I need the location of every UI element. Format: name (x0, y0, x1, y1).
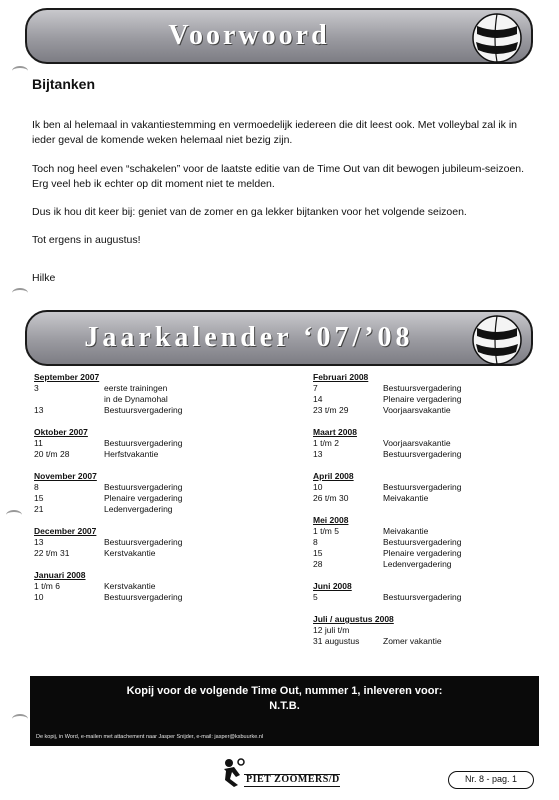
calendar-entry (313, 559, 533, 570)
article-paragraph: Toch nog heel even “schakelen” voor de laatste editie van de Time Out van dit bewogen jubileum-seizoen. Erg veel heb ik echter op dit moment niet te melden. (32, 163, 525, 190)
month-title: Oktober 2007 (34, 427, 88, 437)
entry-date: 8 (34, 482, 39, 492)
calendar-entry (34, 537, 274, 548)
calendar-entry (313, 537, 533, 548)
calendar-column-left (34, 372, 274, 614)
calendar-entry (34, 548, 274, 559)
voorwoord-title: Voorwoord (168, 20, 330, 51)
entry-event: eerste trainingen (104, 383, 168, 393)
piet-zoomers-logo (220, 757, 340, 791)
entry-date: 1 t/m 5 (313, 526, 339, 536)
entry-event: in de Dynamohal (104, 394, 168, 404)
entry-event: Plenaire vergadering (104, 493, 183, 503)
entry-date: 23 t/m 29 (313, 405, 349, 415)
month-title: Maart 2008 (313, 427, 357, 437)
entry-date: 5 (313, 592, 318, 602)
calendar-month (313, 471, 533, 504)
logo-text: PIET ZOOMERS/D (246, 774, 340, 785)
entry-event: Plenaire vergadering (383, 394, 462, 404)
calendar-entry (34, 592, 274, 603)
month-title: April 2008 (313, 471, 354, 481)
calendar-entry (313, 394, 533, 405)
calendar-entry (313, 438, 533, 449)
punch-hole-mark (12, 714, 28, 724)
entry-event: Bestuursvergadering (104, 592, 183, 602)
jaarkalender-banner (25, 310, 533, 366)
entry-event: Bestuursvergadering (104, 537, 183, 547)
entry-date: 31 augustus (313, 636, 360, 646)
calendar-entry (34, 438, 274, 449)
entry-event: Kerstvakantie (104, 548, 156, 558)
entry-date: 10 (34, 592, 44, 602)
volleyball-icon (471, 12, 523, 64)
deadline-note: De kopij, in Word, e-mailen met attachement naar Jasper Snijder, e-mail: jasper@ksbuurke.nl (36, 734, 264, 740)
calendar-column-right (313, 372, 533, 658)
volleyball-icon (471, 314, 523, 366)
entry-date: 15 (34, 493, 44, 503)
entry-date: 1 t/m 2 (313, 438, 339, 448)
entry-event: Bestuursvergadering (104, 482, 183, 492)
calendar-month (34, 526, 274, 559)
article-paragraph: Ik ben al helemaal in vakantiestemming en vermoedelijk iedereen die dit leest ook. Met volleybal zal ik in ieder geval de komende weken helemaal niet bezig zijn. (32, 119, 518, 146)
entry-event: Bestuursvergadering (383, 449, 462, 459)
jaarkalender-title: Jaarkalender ‘07/’08 (84, 322, 414, 353)
entry-event: Bestuursvergadering (383, 482, 462, 492)
calendar-entry (313, 449, 533, 460)
entry-event: Bestuursvergadering (104, 438, 183, 448)
calendar-month (313, 581, 533, 603)
calendar-entry (34, 493, 274, 504)
entry-date (34, 394, 104, 405)
calendar-entry (313, 592, 533, 603)
calendar-entry (313, 625, 533, 636)
calendar-entry (313, 482, 533, 493)
entry-event: Bestuursvergadering (104, 405, 183, 415)
entry-date: 13 (34, 537, 44, 547)
deadline-date: N.T.B. (269, 700, 300, 712)
entry-event: Voorjaarsvakantie (383, 405, 451, 415)
calendar-entry (34, 383, 274, 394)
entry-date: 13 (34, 405, 44, 415)
calendar-entry (34, 449, 274, 460)
calendar-entry (313, 383, 533, 394)
month-title: Juli / augustus 2008 (313, 614, 394, 624)
calendar-month (34, 427, 274, 460)
article-signature: Hilke (32, 272, 56, 284)
calendar-month (34, 570, 274, 603)
month-title: September 2007 (34, 372, 100, 382)
article-heading: Bijtanken (32, 76, 96, 92)
entry-event: Voorjaarsvakantie (383, 438, 451, 448)
deadline-text: Kopij voor de volgende Time Out, nummer 1, inleveren voor: (126, 685, 443, 697)
entry-event: Meivakantie (383, 493, 429, 503)
month-title: Februari 2008 (313, 372, 369, 382)
entry-event: Zomer vakantie (383, 636, 442, 646)
entry-date: 28 (313, 559, 323, 569)
entry-event: Bestuursvergadering (383, 383, 462, 393)
punch-hole-mark (12, 66, 28, 76)
calendar-month (313, 614, 533, 647)
entry-event: Herfstvakantie (104, 449, 159, 459)
month-title: Juni 2008 (313, 581, 352, 591)
page-number: Nr. 8 - pag. 1 (448, 771, 534, 789)
entry-event: Meivakantie (383, 526, 429, 536)
calendar-month (34, 471, 274, 515)
punch-hole-mark (12, 288, 28, 298)
entry-event: Kerstvakantie (104, 581, 156, 591)
month-title: Januari 2008 (34, 570, 86, 580)
volleyball-player-icon (220, 757, 246, 787)
calendar-entry (34, 482, 274, 493)
entry-date: 22 t/m 31 (34, 548, 70, 558)
entry-event: Ledenvergadering (383, 559, 452, 569)
entry-date: 26 t/m 30 (313, 493, 349, 503)
entry-date: 14 (313, 394, 323, 404)
entry-date: 3 (34, 383, 39, 393)
entry-date: 11 (34, 438, 43, 448)
entry-event: Bestuursvergadering (383, 537, 462, 547)
calendar-entry (34, 504, 274, 515)
entry-date: 15 (313, 548, 323, 558)
entry-date: 21 (34, 504, 44, 514)
copy-deadline-box (30, 676, 539, 746)
calendar-month (34, 372, 274, 416)
entry-date: 13 (313, 449, 323, 459)
entry-date: 12 juli t/m (313, 625, 350, 635)
article-paragraph: Dus ik hou dit keer bij: geniet van de zomer en ga lekker bijtanken voor het volgende seizoen. (32, 206, 467, 218)
entry-date: 10 (313, 482, 323, 492)
calendar-entry (34, 394, 274, 405)
calendar-month (313, 515, 533, 570)
entry-date: 8 (313, 537, 318, 547)
month-title: November 2007 (34, 471, 97, 481)
entry-event: Bestuursvergadering (383, 592, 462, 602)
calendar-entry (313, 493, 533, 504)
punch-hole-mark (6, 510, 22, 520)
voorwoord-banner (25, 8, 533, 64)
article-paragraph: Tot ergens in augustus! (32, 234, 141, 246)
entry-date: 7 (313, 383, 318, 393)
calendar-entry (313, 548, 533, 559)
calendar-entry (34, 581, 274, 592)
entry-event: Ledenvergadering (104, 504, 173, 514)
calendar-month (313, 427, 533, 460)
month-title: Mei 2008 (313, 515, 349, 525)
calendar-entry (313, 405, 533, 416)
entry-date: 1 t/m 6 (34, 581, 60, 591)
calendar-entry (313, 636, 533, 647)
month-title: December 2007 (34, 526, 97, 536)
entry-date: 20 t/m 28 (34, 449, 70, 459)
calendar-entry (34, 405, 274, 416)
calendar-entry (313, 526, 533, 537)
entry-event: Plenaire vergadering (383, 548, 462, 558)
calendar-month (313, 372, 533, 416)
